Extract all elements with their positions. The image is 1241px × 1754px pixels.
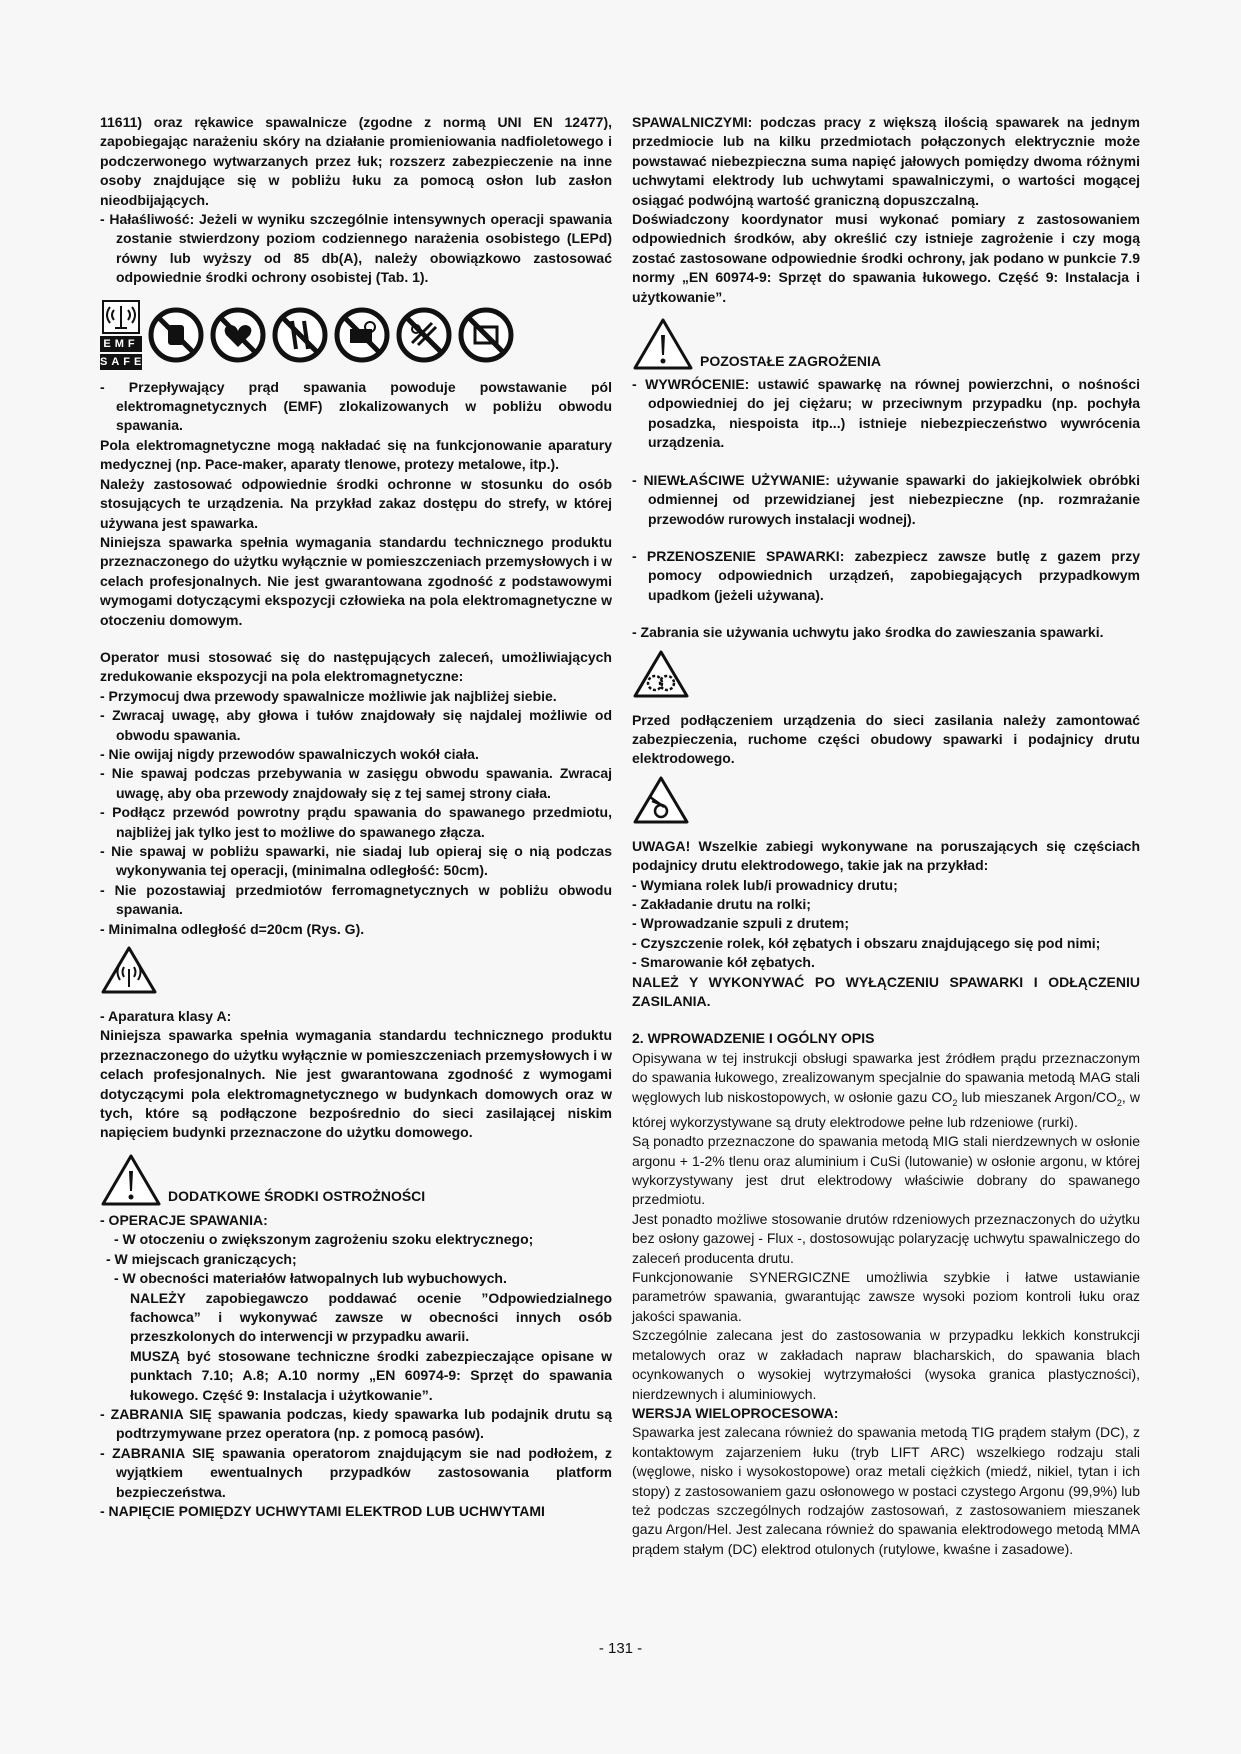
residual-risks-heading [632,317,1140,371]
moving-parts-warning-icon [632,649,690,699]
voltage-continuation: SPAWALNICZYMI: podczas pracy z większą ilością spawarek na jednym przedmiocie lub na kilku przedmiotach połączonych elektrycznie może powstawać niebezpieczna suma napięć jałowych pomiędzy dwoma różnymi uchwytami elektrody lub uchwytami spawalniczymi, o wartości mogącej osiągać podwójną wartość graniczną dopuszczalną. [632,114,1140,208]
list-item: - Wymiana rolek lub/i prowadnicy drutu; [632,876,898,893]
section-2-paragraph-2: Są ponadto przeznaczone do spawania metodą MIG stali nierdzewnych w osłonie argonu + 1-2% tlenu oraz aluminium i CuSi (lutowanie) w osłonie argonu, w której wykorzystywany jest drut elektrodowy właściwie dobrany do spawanego przedmiotu. [632,1133,1140,1208]
op-item-a: - W otoczeniu o zwiększonym zagrożeniu szoku elektrycznego; [114,1231,534,1248]
tipping-item: - WYWRÓCENIE: ustawić spawarkę na równej powierzchni, o nośności odpowiedniej do jej ciężaru; w przeciwnym przypadku (np. pochyła posadzka, niespoista itp...) istnieje niebezpieczeństwo wywrócenia urządzenia. [632,376,1140,451]
no-pacemaker-icon [148,307,204,363]
emf-item: - Przepływający prąd spawania powoduje powstawanie pól elektromagnetycznych (EMF) zlokalizowanych w pobliżu obwodu spawania. [100,378,612,434]
operator-intro: Operator musi stosować się do następujących zaleceń, umożliwiających zredukowanie ekspozycji na pola elektromagnetyczne: [100,648,612,685]
section-2-title: 2. WPROWADZENIE I OGÓLNY OPIS [632,1030,875,1047]
no-metal-implant-icon [272,307,328,363]
must-switch-off: NALEŻ Y WYKONYWAĆ PO WYŁĄCZENIU SPAWARKI I ODŁĄCZENIU ZASILANIA. [632,973,1140,1009]
noise-item: - Hałaśliwość: Jeżeli w wyniku szczególnie intensywnych operacji spawania zostanie stwierdzony poziom codziennego narażenia osobistego (LEPd) równy lub wyższy od 85 db(A), należy obowiązkowo zastosować odpowiednie środki ochrony osobistej (Tab. 1). [100,211,612,286]
no-metal-objects-icon [396,307,452,363]
op-c-paragraph-2: MUSZĄ być stosowane techniczne środki zabezpieczające opisane w punktach 7.10; A.8; A.10 normy „EN 60974-9: Sprzęt do spawania łukowego. Część 9: Instalacja i użytkowanie”. [130,1347,612,1403]
misuse-item: - NIEWŁAŚCIWE UŻYWANIE: używanie spawarki do jakiejkolwiek obróbki odmiennej od przewidzianej jest niebezpieczne (np. rozmrażanie przewodów rurowych instalacji wodnej). [632,471,1140,527]
list-item: - Zakładanie drutu na rolki; [632,895,811,912]
no-watch-icon [334,307,390,363]
op-c-paragraph-1: NALEŻY zapobiegawczo poddawać ocenie ”Odpowiedzialnego fachowca” i wykonywać zawsze w obecności innych osób przeszkolonych do interwencji w przypadku awarii. [130,1289,612,1345]
no-magnetic-card-icon [458,307,514,363]
op-item-c: - W obecności materiałów łatwopalnych lub wybuchowych. [114,1270,507,1287]
gloves-paragraph: 11611) oraz rękawice spawalnicze (zgodne z normą UNI EN 12477), zapobiegając narażeniu skóry na działanie promieniowania nadfioletowego i podczerwonego wytwarzanych przez łuk; rozszerz zabezpieczenie na inne osoby znajdujące się w pobliżu łuku za pomocą osłon lub zasłon nieodbijających. [100,114,612,208]
list-item: - Nie spawaj w pobliżu spawarki, nie siadaj lub opieraj się o nią podczas wykonywania tej operacji, (minimalna odległość: 50cm). [100,843,612,879]
list-item: - Zwracaj uwagę, aby głowa i tułów znajdowały się najdalej możliwie od obwodu spawania. [100,707,612,743]
safe-label: SAFE [100,355,146,368]
handle-item: - Zabrania sie używania uchwytu jako środka do zawieszania spawarki. [632,624,1104,641]
forbid-item-1: - ZABRANIA SIĘ spawania podczas, kiedy spawarka lub podajnik drutu są podtrzymywane przez operatora (np. z pomocą pasów). [100,1405,612,1442]
extra-precautions-title: DODATKOWE ŚRODKI OSTROŻNOŚCI [168,1188,426,1205]
list-item: - Nie pozostawiaj przedmiotów ferromagnetycznych w pobliżu obwodu spawania. [100,881,612,918]
emf-paragraph-3: Niniejsza spawarka spełnia wymagania standardu technicznego produktu przeznaczonego do użytku wyłącznie w pomieszczeniach przemysłowych i w celach profesjonalnych. Nie jest gwarantowana zgodność z podstawowymi wymogami dotyczącymi ekspozycji człowieka na pola elektromagnetyczne w otoczeniu domowym. [100,533,612,628]
class-a-text: Niniejsza spawarka spełnia wymagania standardu technicznego produktu przeznaczonego do użytku wyłącznie w pomieszczeniach przemysłowych i w celach profesjonalnych. Nie jest gwarantowana zgodność z wymogami dotyczącymi pola elektromagnetycznego w budynkach domowych oraz w tych, które są podłączone bezpośrednio do sieci zasilającej niskim napięciem budynki przeznaczone do użytku domowego. [100,1027,612,1141]
section-2-paragraph-1: Opisywana w tej instrukcji obsługi spawarka jest źródłem prądu przeznaczonym do spawania łukowego, zrealizowanym specjalnie do spawania metodą MAG stali węglowych lub niskostopowych, w osłonie gazu $CO_2$ lub mieszanek Argon/$CO_2$, w której wykorzystywane są druty elektrodowe pełne lub rdzeniowe (rurki). [632,1049,1141,1130]
list-item: - Podłącz przewód powrotny prądu spawania do spawanego przedmiotu, najbliżej jak tylko jest to możliwe do spawanego złącza. [100,804,612,840]
multiprocess-text: Spawarka jest zalecana również do spawania metodą TIG prądem stałym (DC), z kontaktowym zajarzeniem łuku (tryb LIFT ARC) wszelkiego rodzaju stali (węglowe, nisko i wysokostopowe) oraz metali ciężkich (miedź, nikiel, tytan i ich stopy) z zastosowaniem gazu osłonowego w postaci czystego Argonu (99,9%) lub też podczas szczególnych rodzajów zastosowań, z zastosowaniem mieszanek gazu Argon/Hel. Jest zalecana również do spawania elektrodowego metodą MMA prądem stałym (DC) elektrod otulonych (rutylowe, kwaśne i zasadowe). [632,1424,1140,1557]
page-number: - 131 - [598,1640,643,1657]
attention-paragraph: UWAGA! Wszelkie zabiegi wykonywane na poruszających się częściach podajnicy drutu elektrodowego, takie jak na przykład: [632,837,1140,874]
before-connect-paragraph: Przed podłączeniem urządzenia do sieci zasilania należy zamontować zabezpieczenia, ruchome części obudowy spawarki i podajnicy drutu elektrodowego. [632,711,1140,767]
emf-warning-icon [100,945,158,995]
moving-item: - PRZENOSZENIE SPAWARKI: zabezpiecz zawsze butlę z gazem przy pomocy odpowiednich urządzeń, zapobiegających przypadkowym upadkom (jeżeli używana). [632,547,1140,603]
ppe-icon-row [100,300,612,370]
section-2-paragraph-5: Szczególnie zalecana jest do zastosowania w przypadku lekkich konstrukcji metalowych oraz w zakładach napraw blacharskich, do spawania blach ocynkowanych o wysokiej wytrzymałości (wysoka granica plastyczności), nierdzewnych i aluminiowych. [632,1327,1140,1402]
emf-paragraph-1: Pola elektromagnetyczne mogą nakładać się na funkcjonowanie aparatury medycznej (np. Pace-maker, aparaty tlenowe, protezy metalowe, itp.). [100,436,612,473]
list-item: - Nie spawaj podczas przebywania w zasięgu obwodu spawania. Zwracaj uwagę, aby oba przewody znajdowały się z tej samej strony ciała. [100,765,612,801]
right-column [632,113,1140,1559]
voltage-item: - NAPIĘCIE POMIĘDZY UCHWYTAMI ELEKTROD LUB UCHWYTAMI [100,1502,545,1519]
left-column [100,113,612,1521]
forbid-item-2: - ZABRANIA SIĘ spawania operatorom znajdującym sie nad podłożem, z wyjątkiem ewentualnych przypadków zastosowania platform bezpieczeństwa. [100,1444,612,1500]
list-item: - Nie owijaj nigdy przewodów spawalniczych wokół ciała. [100,745,479,762]
hand-crush-warning-icon [632,775,690,825]
emf-paragraph-2: Należy zastosować odpowiednie środki ochronne w stosunku do osób stosujących te urządzenia. Na przykład zakaz dostępu do strefy, w której używana jest spawarka. [100,475,612,531]
list-item: - Smarowanie kół zębatych. [632,954,815,971]
list-item: - Przymocuj dwa przewody spawalnicze możliwie jak najbliżej siebie. [100,687,557,704]
coordinator-paragraph: Doświadczony koordynator musi wykonać pomiary z zastosowaniem odpowiednich środków, aby określić czy istnieje zagrożenie i czy mogą zostać zastosowane odpowiednie środki ochrony, jak podano w punkcie 7.9 normy „EN 60974-9: Sprzęt do spawania łukowego. Część 9: Instalacja i użytkowanie”. [632,211,1140,305]
list-item: - Minimalna odległość d=20cm (Rys. G). [100,920,365,937]
op-item-b: - W miejscach graniczących; [106,1250,297,1267]
residual-risks-title: POZOSTAŁE ZAGROŻENIA [700,352,881,369]
multiprocess-title: WERSJA WIELOPROCESOWA: [632,1404,839,1421]
warning-icon [632,317,694,371]
no-heart-device-icon [210,307,266,363]
welding-ops: - OPERACJE SPAWANIA: [100,1211,268,1228]
section-2-paragraph-4: Funkcjonowanie SYNERGICZNE umożliwia szybkie i łatwe ustawianie parametrów spawania, gwarantując zawsze wysoki poziom kontroli łuku oraz jakości spawania. [632,1269,1140,1324]
emf-label: EMF [100,336,142,352]
emf-safe-icon [100,300,146,370]
warning-icon [100,1153,162,1207]
section-2-paragraph-3: Jest ponadto możliwe stosowanie drutów rdzeniowych przeznaczonych do użytku bez osłony gazowej - Flux -, dostosowując polaryzację uchwytu spawalniczego do zaleceń producenta drutu. [632,1210,1140,1266]
extra-precautions-heading [100,1153,612,1207]
class-a-title: - Aparatura klasy A: [100,1008,232,1025]
list-item: - Wprowadzanie szpuli z drutem; [632,915,850,932]
list-item: - Czyszczenie rolek, kół zębatych i obszaru znajdującego się pod nimi; [632,934,1101,951]
